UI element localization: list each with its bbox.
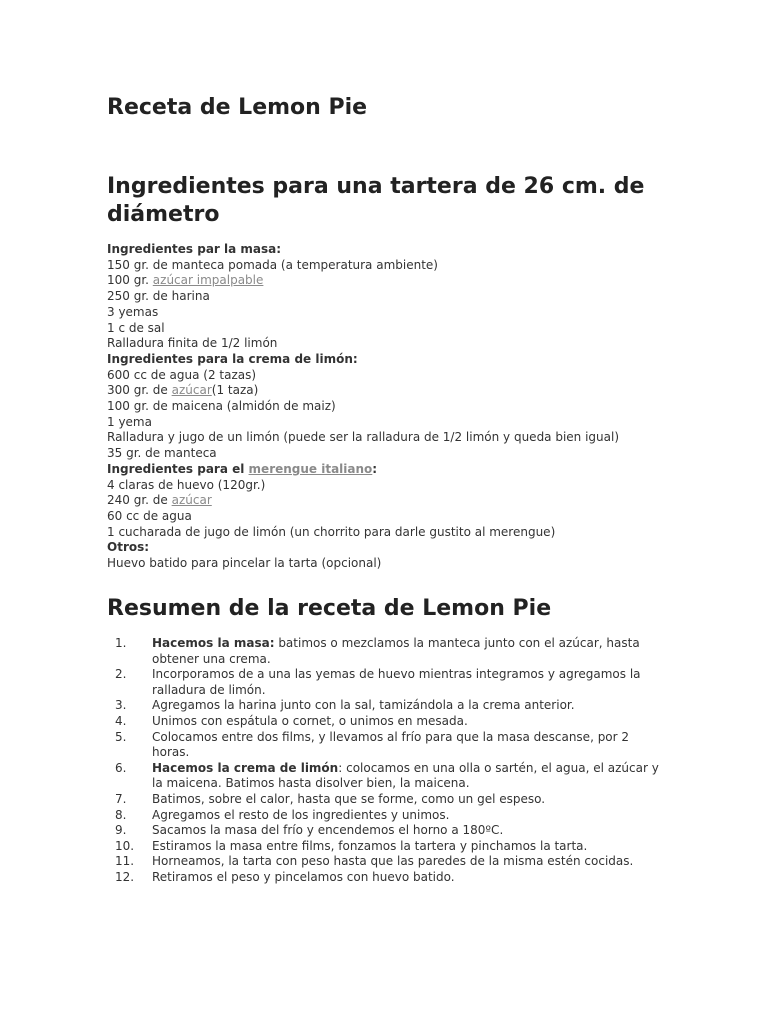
step-number: 12. [115,869,135,884]
step-content [137,730,667,761]
step-content [137,808,667,824]
step-content [137,698,667,714]
step-item [107,854,667,870]
ingredient-line: 1 yema [107,414,152,429]
ingredients-list [107,242,747,572]
step-number: 7. [115,791,127,806]
step-text: Agregamos el resto de los ingredientes y unimos. [152,807,450,822]
ingredient-text: 300 gr. de [107,383,172,398]
ingredient-line: Ralladura y jugo de un limón (puede ser la ralladura de 1/2 limón y queda bien igual) [107,430,620,445]
masa-heading: Ingredientes par la masa: [107,242,282,256]
ingredient-line: Huevo batido para pincelar la tarta (opcional) [107,556,382,571]
step-text: batimos o mezclamos la manteca junto con el azúcar, hasta obtener una crema. [152,636,640,666]
step-item [107,730,667,761]
step-number: 5. [115,729,127,744]
step-text: Retiramos el peso y pincelamos con huevo batido. [152,869,455,884]
ingredient-line: 250 gr. de harina [107,289,210,304]
azucar-link[interactable]: azúcar [171,493,212,508]
step-text: Sacamos la masa del frío y encendemos el horno a 180ºC. [152,823,504,838]
step-item [107,823,667,839]
step-item [107,761,667,792]
step-text: Batimos, sobre el calor, hasta que se forme, como un gel espeso. [152,791,546,806]
ingredient-line: 150 gr. de manteca pomada (a temperatura ambiente) [107,257,438,272]
ingredient-line: 600 cc de agua (2 tazas) [107,367,257,382]
ingredient-line: 4 claras de huevo (120gr.) [107,477,266,492]
step-number: 2. [115,667,127,682]
ingredient-line: 100 gr. de maicena (almidón de maiz) [107,399,336,414]
step-item [107,667,667,698]
step-item [107,636,667,667]
step-item [107,839,667,855]
ingredient-line: 35 gr. de manteca [107,446,217,461]
step-number: 3. [115,698,127,713]
ingredient-line: Ralladura finita de 1/2 limón [107,336,278,351]
step-content [137,854,667,870]
ingredient-text: 100 gr. [107,273,153,288]
step-item [107,792,667,808]
steps-list [107,636,667,886]
ingredients-heading: Ingredientes para una tartera de 26 cm. de diámetro [107,174,645,227]
step-content [137,823,667,839]
step-text: Colocamos entre dos films, y llevamos al frío para que la masa descanse, por 2 horas. [152,729,630,760]
step-text: Horneamos, la tarta con peso hasta que las paredes de la misma estén cocidas. [152,854,634,869]
step-item [107,870,667,886]
ingredient-line [107,273,747,289]
heading-text: : [372,461,378,476]
merengue-heading [107,462,747,478]
step-content [137,636,667,667]
page-title: Receta de Lemon Pie [107,95,368,120]
step-content [137,714,667,730]
otros-heading: Otros: [107,540,150,555]
ingredient-line [107,383,747,399]
step-number: 1. [115,636,127,650]
step-number: 6. [115,760,127,775]
ingredient-line [107,493,747,509]
azucar-link[interactable]: azúcar [171,383,212,398]
step-content [137,839,667,855]
step-text: Incorporamos de a una las yemas de huevo mientras integramos y agregamos la ralladura de limón. [152,667,641,697]
ingredient-line: 1 c de sal [107,320,165,335]
merengue-italiano-link[interactable]: merengue italiano [248,461,373,476]
step-item [107,808,667,824]
summary-heading: Resumen de la receta de Lemon Pie [107,596,552,621]
step-text: Estiramos la masa entre films, fonzamos la tartera y pinchamos la tarta. [152,838,588,853]
step-number: 4. [115,713,127,728]
step-number: 8. [115,807,127,822]
step-text: Agregamos la harina junto con la sal, tamizándola a la crema anterior. [152,698,575,713]
ingredient-line: 3 yemas [107,304,159,319]
step-content [137,870,667,886]
step-item [107,698,667,714]
step-content [137,667,667,698]
ingredient-text: (1 taza) [211,383,259,398]
step-number: 10. [115,838,135,853]
ingredient-line: 60 cc de agua [107,508,192,523]
step-number: 11. [115,854,135,869]
ingredient-line: 1 cucharada de jugo de limón (un chorrito para darle gustito al merengue) [107,524,556,539]
crema-heading: Ingredientes para la crema de limón: [107,351,358,366]
step-bold-label: Hacemos la crema de limón [152,760,339,775]
step-number: 9. [115,823,127,838]
step-item [107,714,667,730]
step-text: Unimos con espátula o cornet, o unimos en mesada. [152,713,468,728]
step-content [137,792,667,808]
heading-text: Ingredientes para el [107,461,249,476]
ingredient-text: 240 gr. de [107,493,172,508]
step-bold-label: Hacemos la masa: [152,636,275,650]
azucar-impalpable-link[interactable]: azúcar impalpable [152,273,264,288]
step-text: : colocamos en una olla o sartén, el agua, el azúcar y la maicena. Batimos hasta disolver bien, la maicena. [152,760,659,791]
step-content [137,761,667,792]
